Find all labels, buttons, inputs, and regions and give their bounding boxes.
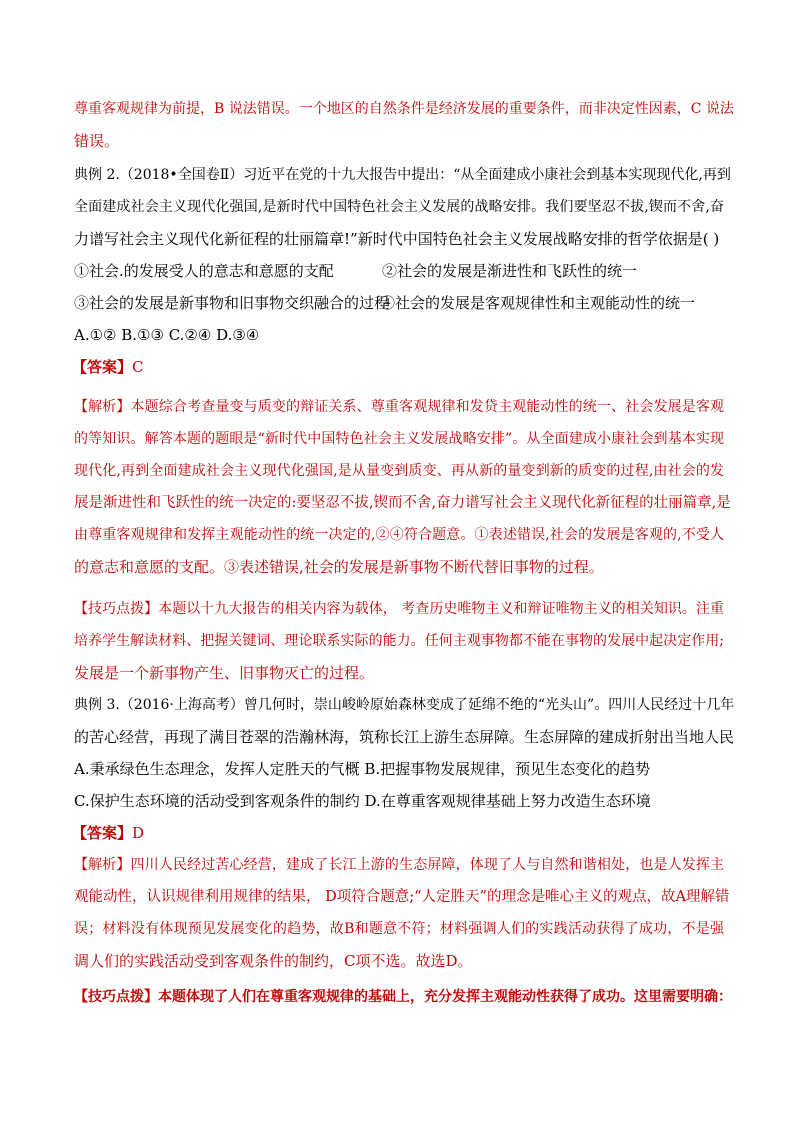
- option-cd: C.保护生态环境的活动受到客观条件的制约 D.在尊重客观规律基础上努力改造生态环境: [74, 792, 651, 810]
- analysis-line: 的等知识。解答本题的题眼是“新时代中国特色社会主义发展战略安排”。从全面建成小康社会到基本实现: [74, 431, 724, 447]
- question-text: 的苦心经营，再现了满目苍翠的浩瀚林海，筑称长江上游生态屏障。生态屏障的建成折射出当地人民: [74, 728, 735, 746]
- answer-label: 【答案】: [72, 358, 133, 376]
- question-text: 典例 2.（2018•全国卷Ⅱ）习近平在党的十九大报告中提出：“从全面建成小康社会到基本实现现代化,再到: [74, 167, 731, 183]
- question-text: 力谱写社会主义现代化新征程的壮丽篇章!”新时代中国特色社会主义发展战略安排的哲学依据是( ): [74, 230, 720, 248]
- option-ab: A.秉承绿色生态理念，发挥人定胜天的气概 B.把握事物发展规律，预见生态变化的趋势: [74, 760, 651, 778]
- analysis-line: 现代化,再到全面建成社会主义现代化强国,是从量变到质变、再从新的量变到新的质变的过程,由社会的发: [74, 463, 724, 479]
- tips-line: 【技巧点拨】本题体现了人们在尊重客观规律的基础上，充分发挥主观能动性获得了成功。这里需要明确：: [74, 989, 732, 1005]
- analysis-line: 观能动性，认识规律利用规律的结果， D项符合题意;“人定胜天”的理念是唯心主义的观点，故A理解错: [74, 889, 730, 905]
- question-text: 典例 3.（2016·上海高考）曾几何时，崇山峻岭原始森林变成了延绵不绝的“光头山”。四川人民经过十几年: [74, 697, 735, 713]
- analysis-line: 【解析】本题综合考查量变与质变的辩证关系、尊重客观规律和发贷主观能动性的统一、社会发展是客观: [74, 399, 724, 415]
- analysis-line: 的意志和意愿的支配。③表述错误,社会的发展是新事物不断代替旧事物的过程。: [74, 558, 604, 576]
- option-1: ①社会.的发展受人的意志和意愿的支配: [74, 262, 334, 280]
- answer-value: C: [132, 358, 144, 376]
- tips-line: 【技巧点拨】本题以十九大报告的相关内容为载体， 考查历史唯物主义和辩证唯物主义的相关知识。注重: [74, 601, 724, 617]
- analysis-line: 由尊重客观规律和发挥主观能动性的统一决定的,②④符合题意。①表述错误,社会的发展是客观的,不受人: [74, 527, 724, 543]
- tips-line: 培养学生解读材料、把握关键词、理论联系实际的能力。任何主观事物都不能在事物的发展中起决定作用;: [74, 633, 724, 649]
- option-4: ④社会的发展是客观规律性和主观能动性的统一: [380, 294, 696, 312]
- answer-label: 【答案】: [72, 824, 133, 842]
- analysis-line: 误；材料没有体现预见发展变化的趋势，故B和题意不符；材料强调人们的实践活动获得了成功，不是强: [74, 921, 724, 937]
- answer-line: [72, 356, 144, 378]
- intro-line: 尊重客观规律为前提，B 说法错误。一个地区的自然条件是经济发展的重要条件，而非决定性因素，C 说法: [74, 101, 734, 117]
- answer-value: D: [132, 824, 145, 842]
- analysis-line: 展是渐进性和飞跃性的统一决定的:要坚忍不拔,锲而不舍,奋力谱写社会主义现代化新征程的壮丽篇章,是: [74, 495, 731, 511]
- intro-line: 错误。: [74, 132, 120, 150]
- analysis-line: 调人们的实践活动受到客观条件的制约，C项不选。故选D。: [74, 952, 473, 970]
- option-2: ②社会的发展是渐进性和飞跃性的统一: [382, 262, 638, 280]
- option-3: ③社会的发展是新事物和旧事物交织融合的过程: [74, 294, 390, 312]
- tips-line: 发展是一个新事物产生、旧事物灭亡的过程。: [74, 664, 375, 682]
- answer-line: [72, 822, 144, 844]
- question-text: 全面建成社会主义现代化强国,是新时代中国特色社会主义发展的战略安排。我们要坚忍不拔,锲而不舍,奋: [74, 199, 724, 215]
- analysis-line: 【解析】四川人民经过苦心经营，建成了长江上游的生态屏障，体现了人与自然和谐相处，也是人发挥主: [74, 857, 724, 873]
- answer-choices: A.①② B.①③ C.②④ D.③④: [74, 326, 260, 344]
